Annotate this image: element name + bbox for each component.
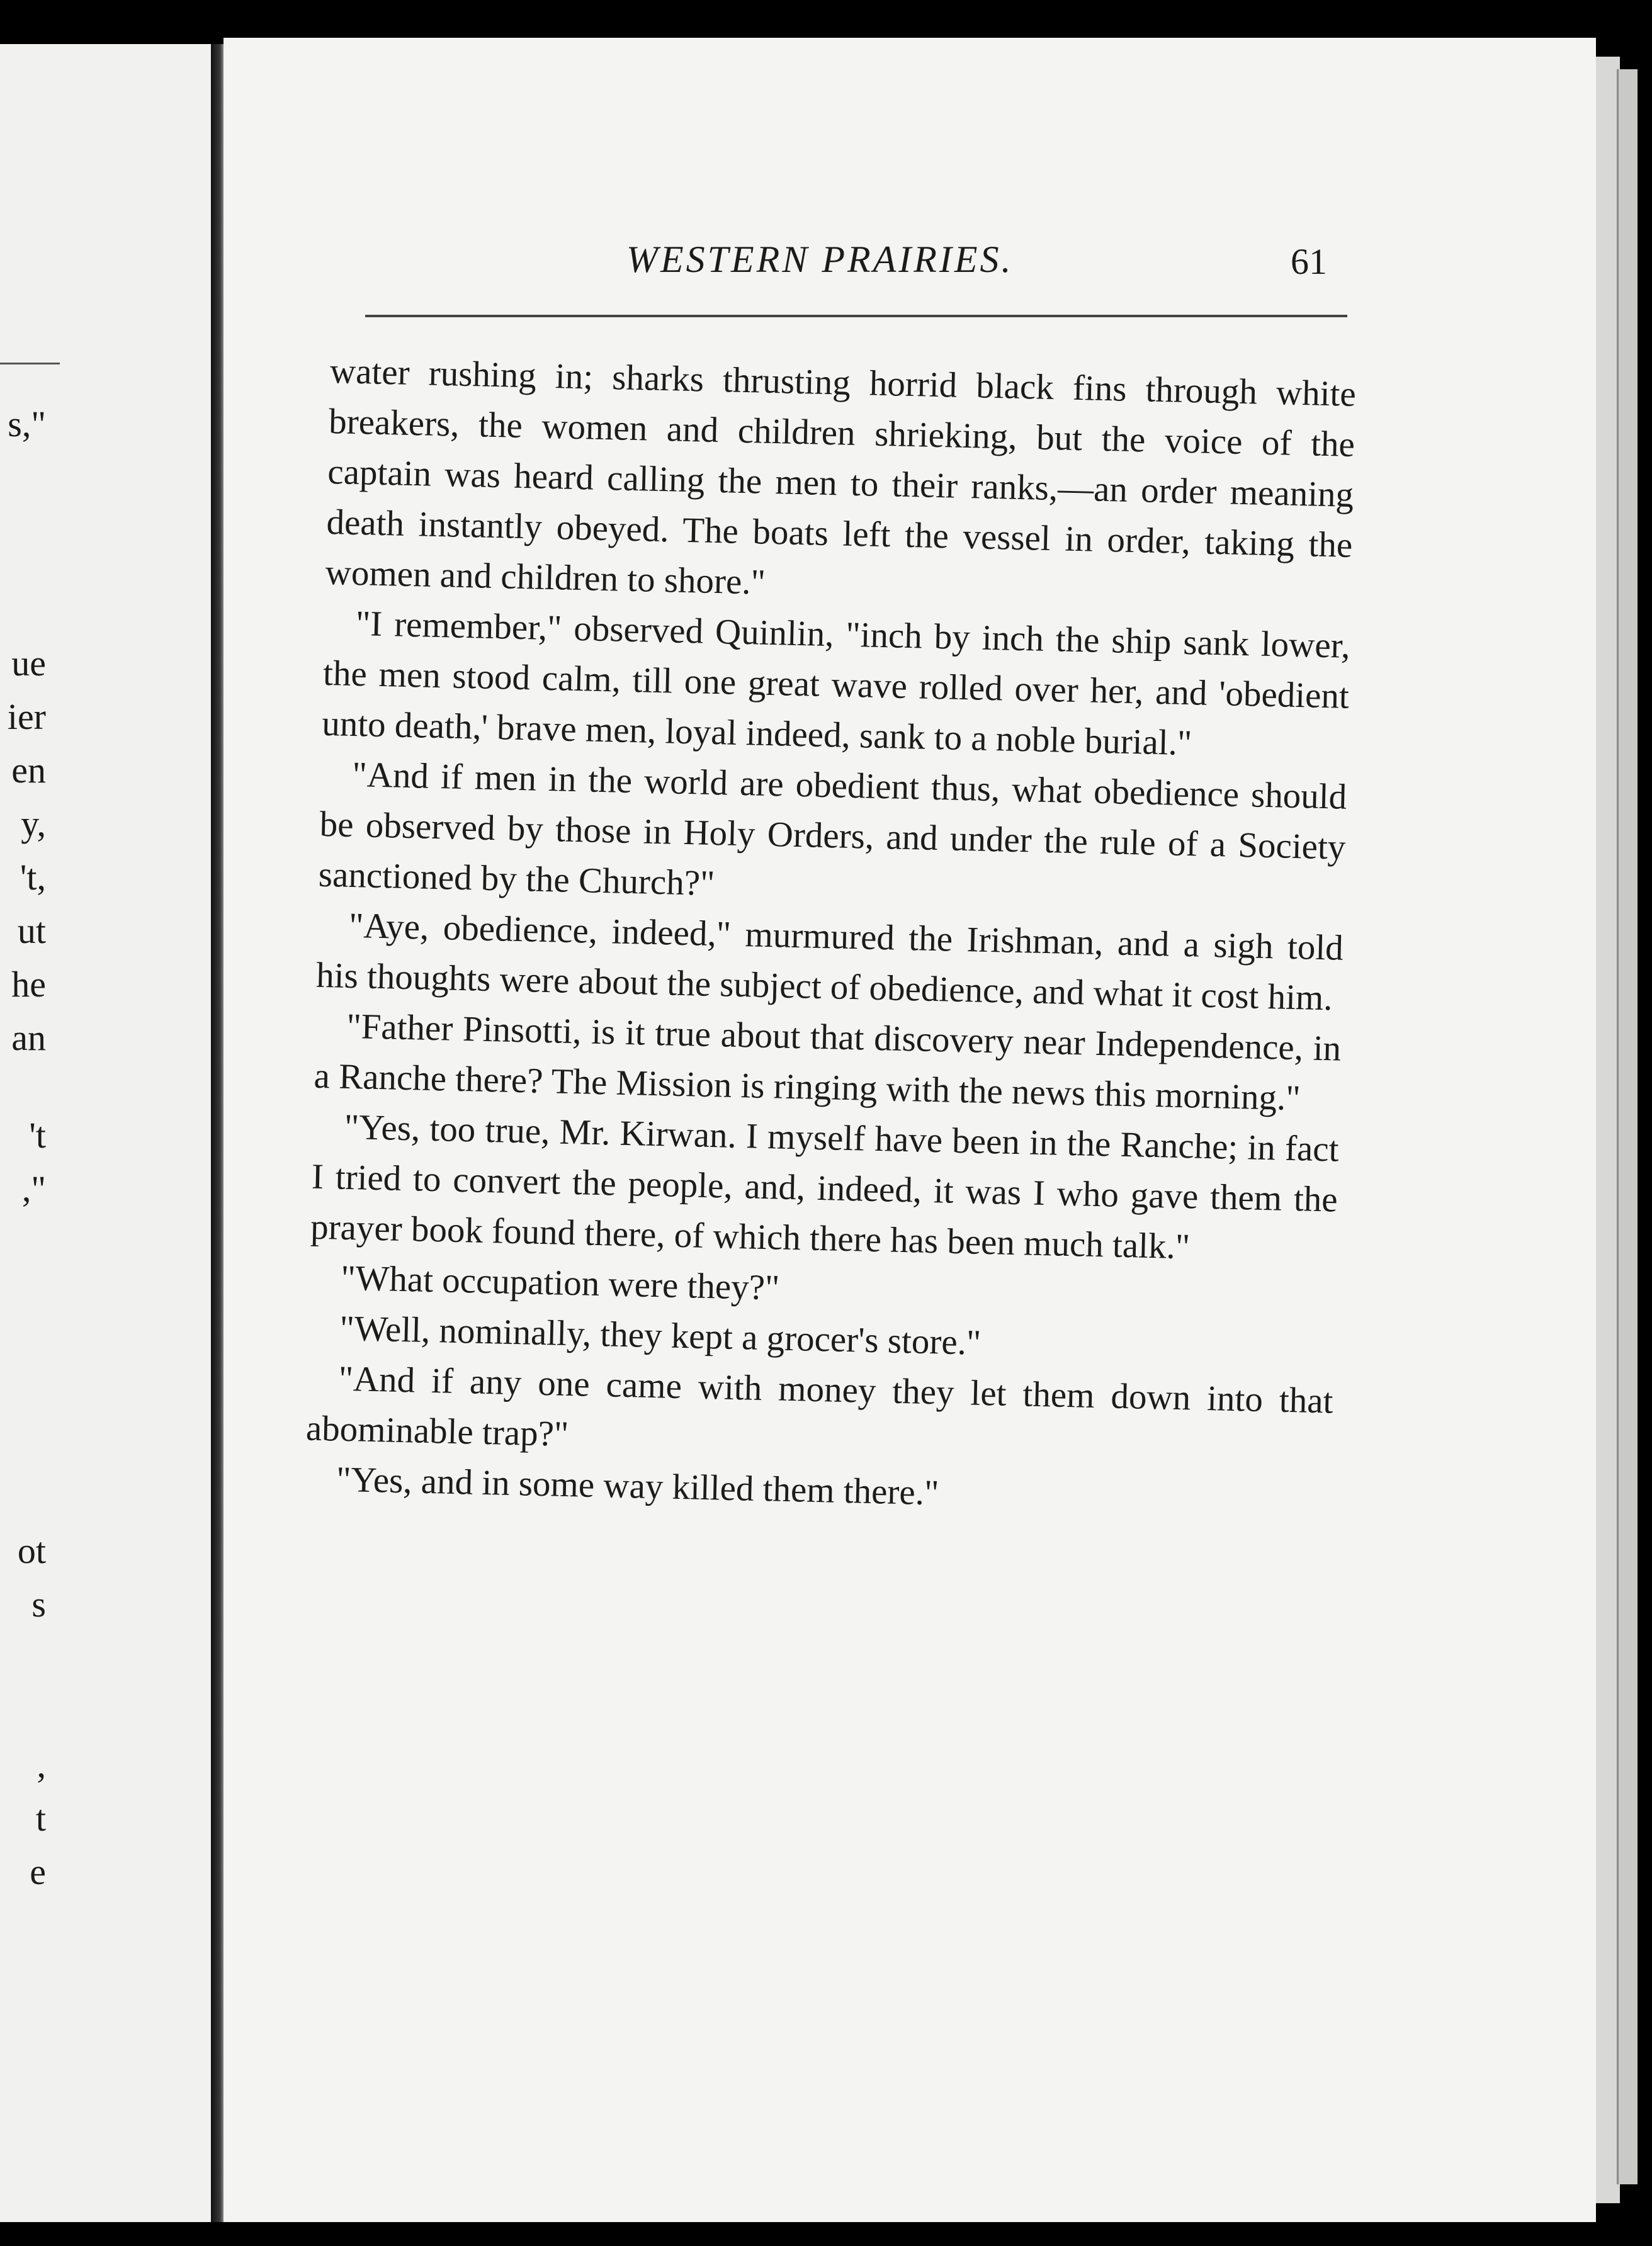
left-fragment: ," (21, 1168, 46, 1209)
paragraph: "Aye, obedience, indeed," murmured the Irishman, and a sigh told his thoughts were about the subject of obedience, and what it cost him. (315, 905, 1344, 1019)
left-fragment: he (11, 964, 46, 1005)
left-fragment: an (11, 1017, 46, 1058)
left-fragment: ut (17, 910, 46, 951)
left-fragment: s," (8, 403, 46, 444)
header-rule (365, 315, 1347, 317)
paragraph: "Yes, and in some way killed them there." (336, 1459, 939, 1513)
left-fragment: ot (17, 1530, 46, 1571)
paragraph: "I remember," observed Quinlin, "inch by inch the ship sank lower, the men stood calm, till one great wave rolled over her, and 'obedient unto death,' brave men, loyal indeed, sank to a noble burial." (321, 604, 1351, 764)
left-fragment: 't (29, 1115, 46, 1156)
left-fragment: en (11, 750, 46, 791)
paragraph: "And if men in the world are obedient thus, what obedience should be observed by those in Holy Orders, and under the rule of a Society sanctioned by the Church?" (318, 754, 1347, 904)
page-number: 61 (1291, 241, 1327, 282)
left-fragment: ue (11, 643, 46, 684)
left-fragment: s (31, 1584, 46, 1625)
page-edges (1593, 57, 1620, 2203)
running-head: WESTERN PRAIRIES. (626, 239, 1014, 280)
body-text (304, 346, 1356, 1528)
left-fragment: y, (21, 803, 46, 844)
paragraph: water rushing in; sharks thrusting horrid black fins through white breakers, the women and children shrieking, but the voice of the captain was heard calling the men to their ranks,—an order meaning death instantly obeyed. The boats left the vessel in order, taking the women and children to shore." (325, 351, 1357, 602)
page-edges (1617, 69, 1638, 2184)
previous-page-rule (0, 363, 60, 364)
left-fragment: t (35, 1798, 46, 1839)
left-fragment: , (37, 1744, 46, 1785)
paragraph: "Well, nominally, they kept a grocer's store." (339, 1308, 982, 1363)
current-page (223, 38, 1596, 2222)
paragraph: "And if any one came with money they let them down into that abominable trap?" (305, 1358, 1334, 1455)
left-fragment: 't, (20, 857, 46, 898)
left-fragment: ier (7, 696, 46, 737)
paragraph: "Father Pinsotti, is it true about that discovery near Independence, in a Ranche there? The Mission is ringing with the news this morning." (313, 1006, 1342, 1119)
paragraph: "Yes, too true, Mr. Kirwan. I myself have been in the Ranche; in fact I tried to convert the people, and, indeed, it was I who gave them the prayer book found there, of which there has been much talk." (310, 1107, 1340, 1267)
previous-page-fragment (0, 44, 215, 2222)
left-fragment: e (30, 1851, 46, 1892)
paragraph: "What occupation were they?" (340, 1258, 780, 1308)
